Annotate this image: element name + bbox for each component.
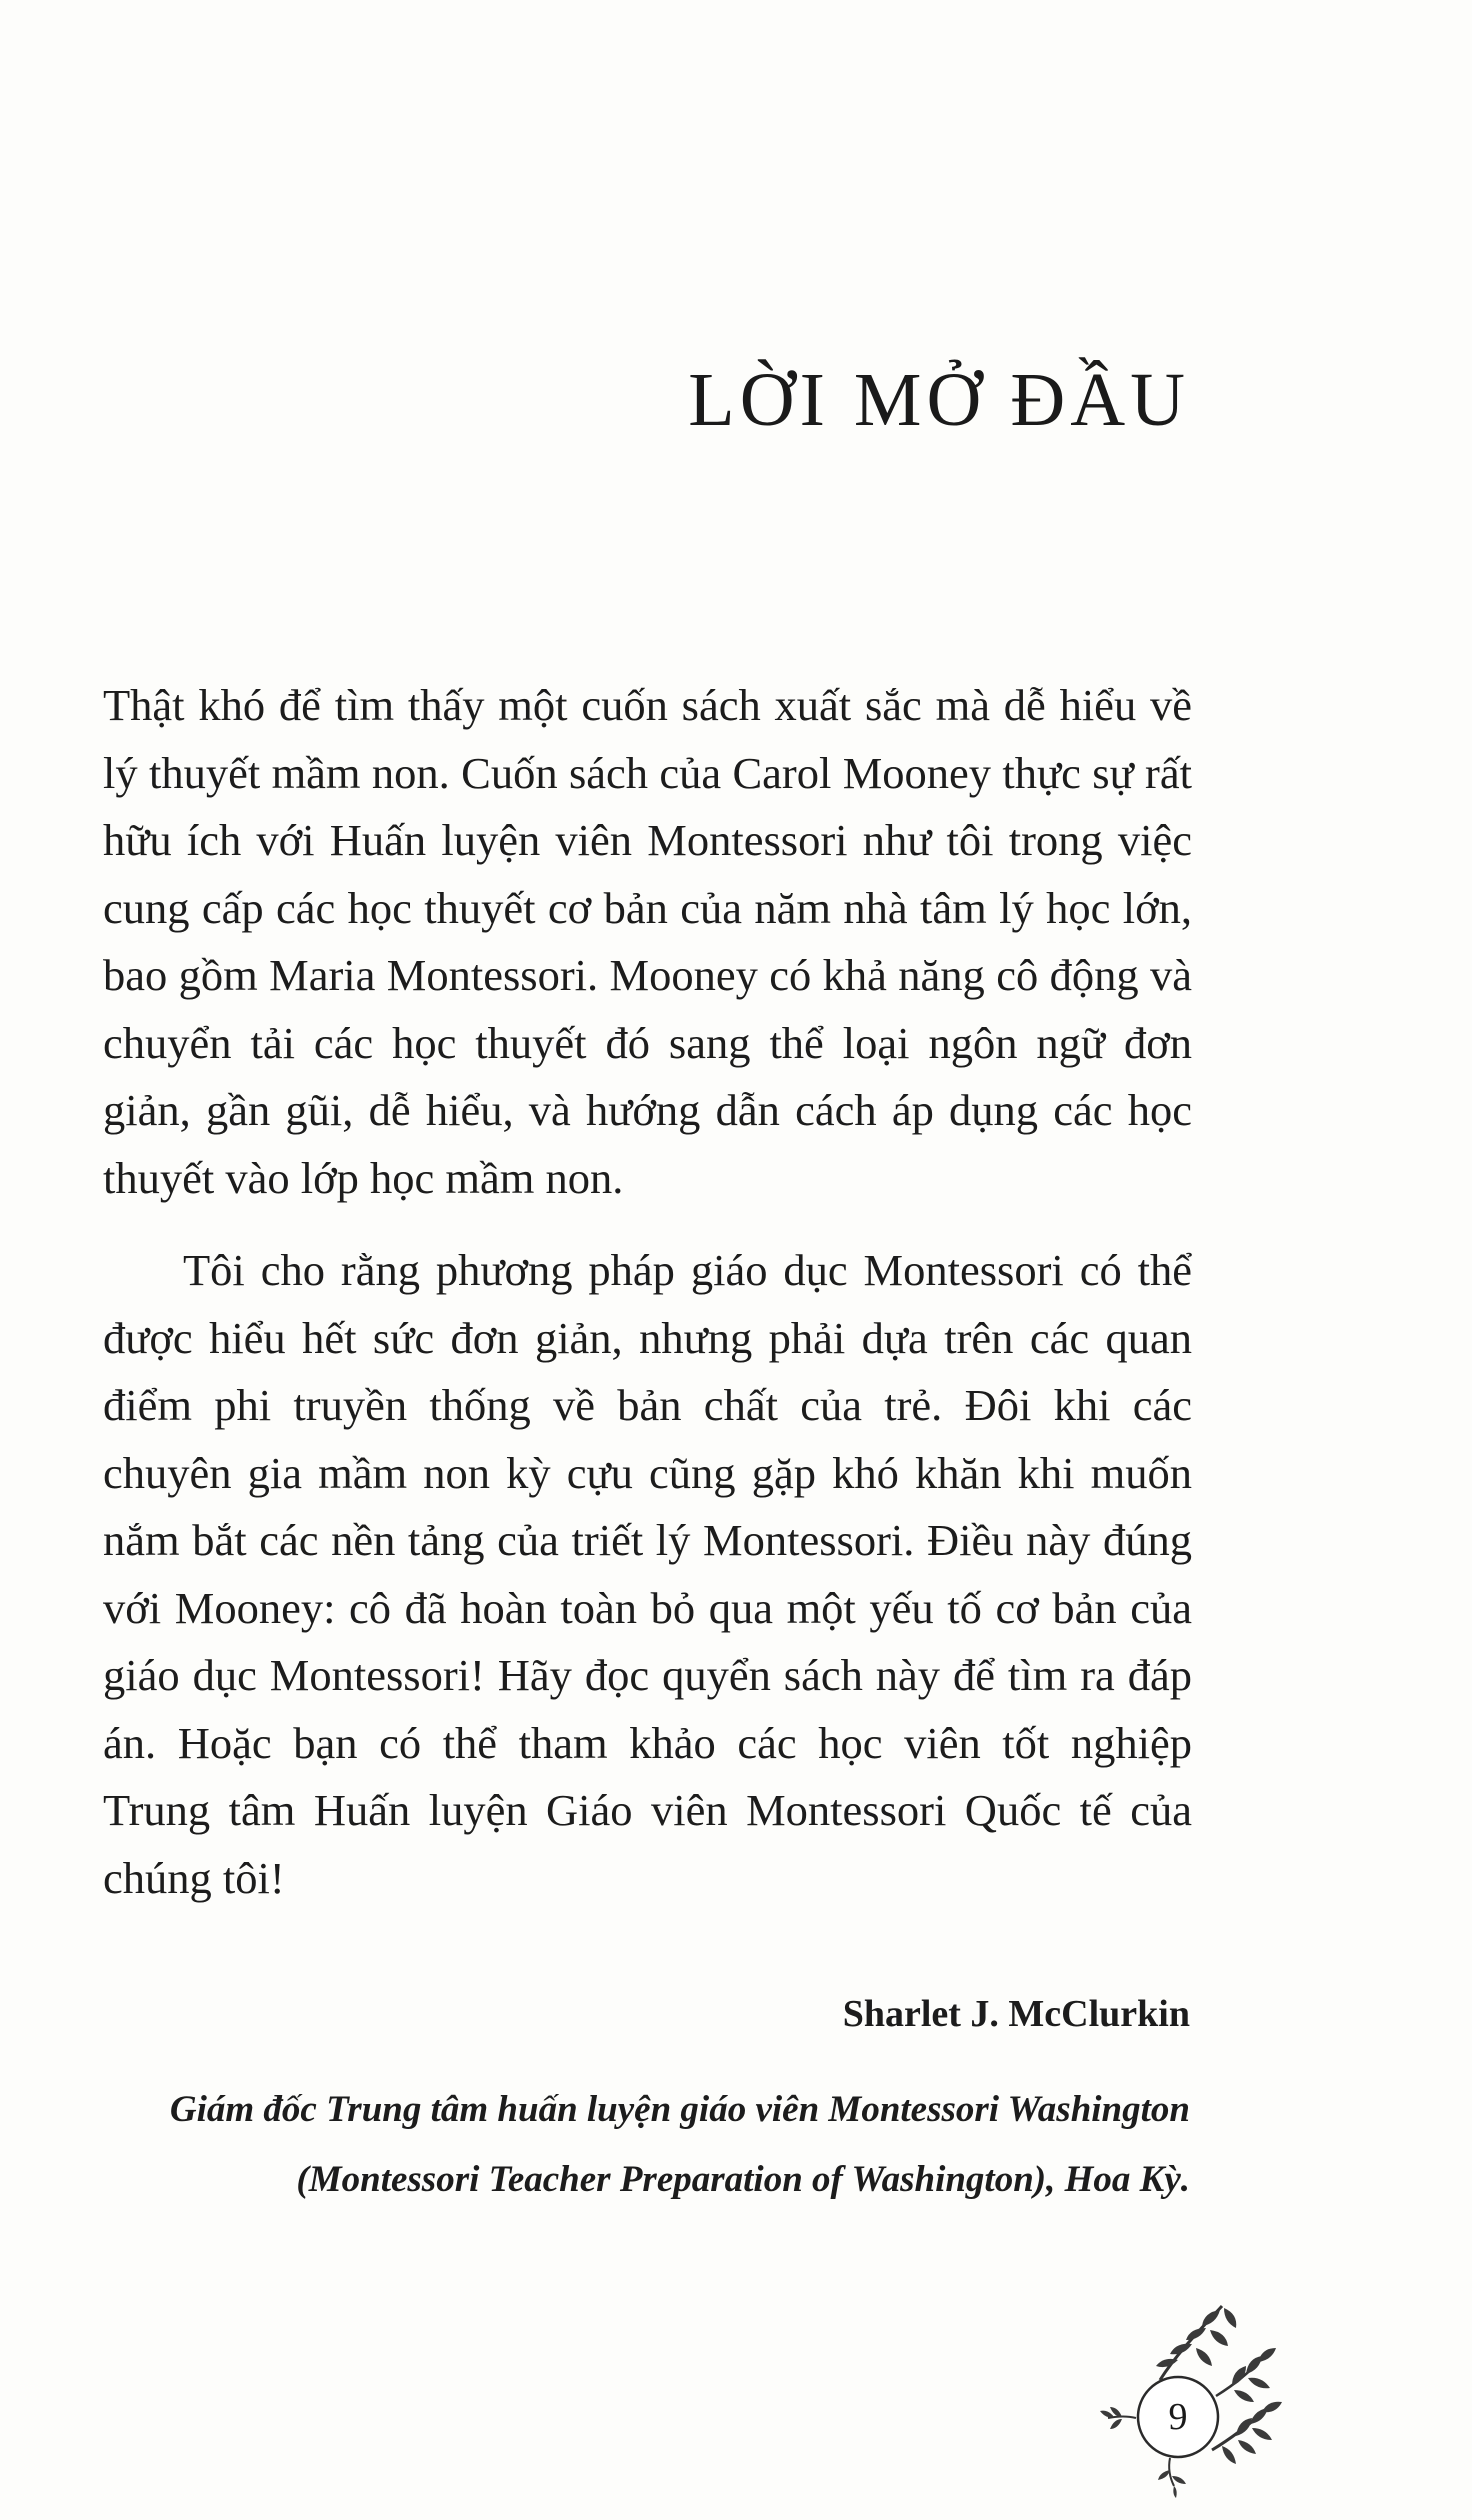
page-number: 9 [1168,2396,1188,2438]
signature-affiliation [170,2075,1190,2215]
affiliation-line-2: (Montessori Teacher Preparation of Washington), Hoa Kỳ. [296,2159,1190,2200]
affiliation-line-1: Giám đốc Trung tâm huấn luyện giáo viên Montessori Washington [169,2089,1190,2130]
body-text [103,672,1192,1912]
paragraph-1: Thật khó để tìm thấy một cuốn sách xuất sắc mà dễ hiểu về lý thuyết mầm non. Cuốn sách của Carol Mooney thực sự rất hữu ích với Huấn luyện viên Montessori như tôi trong việc cung cấp các học thuyết cơ bản của năm nhà tâm lý học lớn, bao gồm Maria Montessori. Mooney có khả năng cô động và chuyển tải các học thuyết đó sang thể loại ngôn ngữ đơn giản, gần gũi, dễ hiểu, và hướng dẫn cách áp dụng các học thuyết vào lớp học mầm non. [103,680,1192,1203]
signature-name: Sharlet J. McClurkin [842,1993,1190,2035]
paragraph-2: Tôi cho rằng phương pháp giáo dục Montessori có thể được hiểu hết sức đơn giản, nhưng phải dựa trên các quan điểm phi truyền thống về bản chất của trẻ. Đôi khi các chuyên gia mầm non kỳ cựu cũng gặp khó khăn khi muốn nắm bắt các nền tảng của triết lý Montessori. Điều này đúng với Mooney: cô đã hoàn toàn bỏ qua một yếu tố cơ bản của giáo dục Montessori! Hãy đọc quyển sách này để tìm ra đáp án. Hoặc bạn có thể tham khảo các học viên tốt nghiệp Trung tâm Huấn luyện Giáo viên Montessori Quốc tế của chúng tôi! [103,1245,1192,1903]
chapter-title: LỜI MỞ ĐẦU [688,358,1190,442]
